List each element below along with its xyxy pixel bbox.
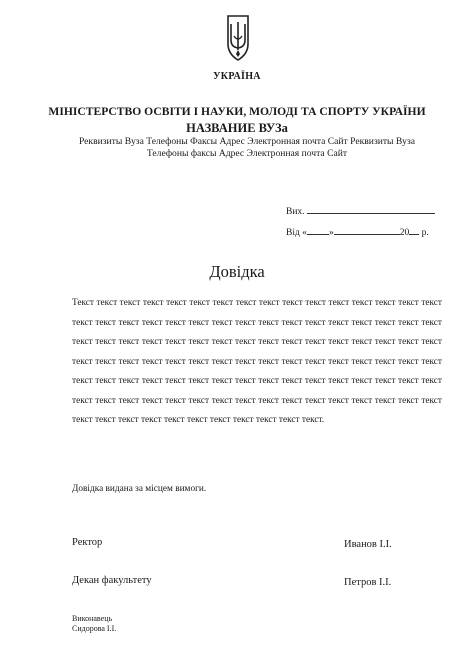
university-name: НАЗВАНИЕ ВУЗа: [186, 121, 288, 135]
executor-block: [72, 614, 116, 634]
outgoing-label: Вих.: [286, 207, 305, 217]
outgoing-number-blank: [307, 204, 435, 214]
executor-name: Сидорова І.І.: [72, 624, 117, 633]
date-mid: »: [328, 228, 334, 238]
university-requisites: [60, 136, 434, 160]
rector-name: Иванов І.І.: [344, 539, 392, 550]
date-label: Від «: [286, 228, 307, 238]
outgoing-number-field: [286, 204, 435, 217]
date-year-blank: [409, 225, 419, 235]
document-title: Довідка: [209, 262, 265, 281]
dean-name: Петров І.І.: [344, 577, 392, 588]
dean-title: Декан факультету: [72, 575, 152, 586]
date-year: 20: [399, 228, 410, 238]
document-body: Текст текст текст текст текст текст текст текст текст текст текст текст текст текст текст текст текст текст текст текст текст текст текст текст текст текст текст текст текст текст текст текст текст текст текст текст текст текст текст текст текст текст текст текст текст текст текст текст текст текст текст текст текст текст текст текст текст текст текст текст текст текст текст текст текст текст текст текст текст текст текст текст текст текст текст текст текст текст текст текст текст текст текст текст текст текст текст текст текст текст текст текст текст текст текст текст текст текст текст текст текст текст текст текст текст текст текст.: [72, 298, 442, 425]
country-name: УКРАЇНА: [213, 71, 261, 82]
requisites-line-1: Реквизиты Вуза Телефоны Факсы Адрес Электронная почта Сайт Реквизиты Вуза: [78, 136, 416, 147]
date-month-blank: [334, 225, 400, 235]
date-suffix: р.: [421, 228, 429, 238]
document-note: Довідка видана за місцем вимоги.: [72, 484, 207, 494]
date-day-blank: [307, 225, 329, 235]
rector-title: Ректор: [72, 537, 103, 548]
ministry-name: МІНІСТЕРСТВО ОСВІТИ І НАУКИ, МОЛОДІ ТА СПОРТУ УКРАЇНИ: [48, 105, 426, 118]
executor-label: Виконавець: [72, 614, 113, 623]
trident-emblem-icon: [226, 14, 250, 62]
requisites-line-2: Телефоны факсы Адрес Электронная почта Сайт: [146, 148, 348, 159]
date-field: [286, 225, 429, 238]
